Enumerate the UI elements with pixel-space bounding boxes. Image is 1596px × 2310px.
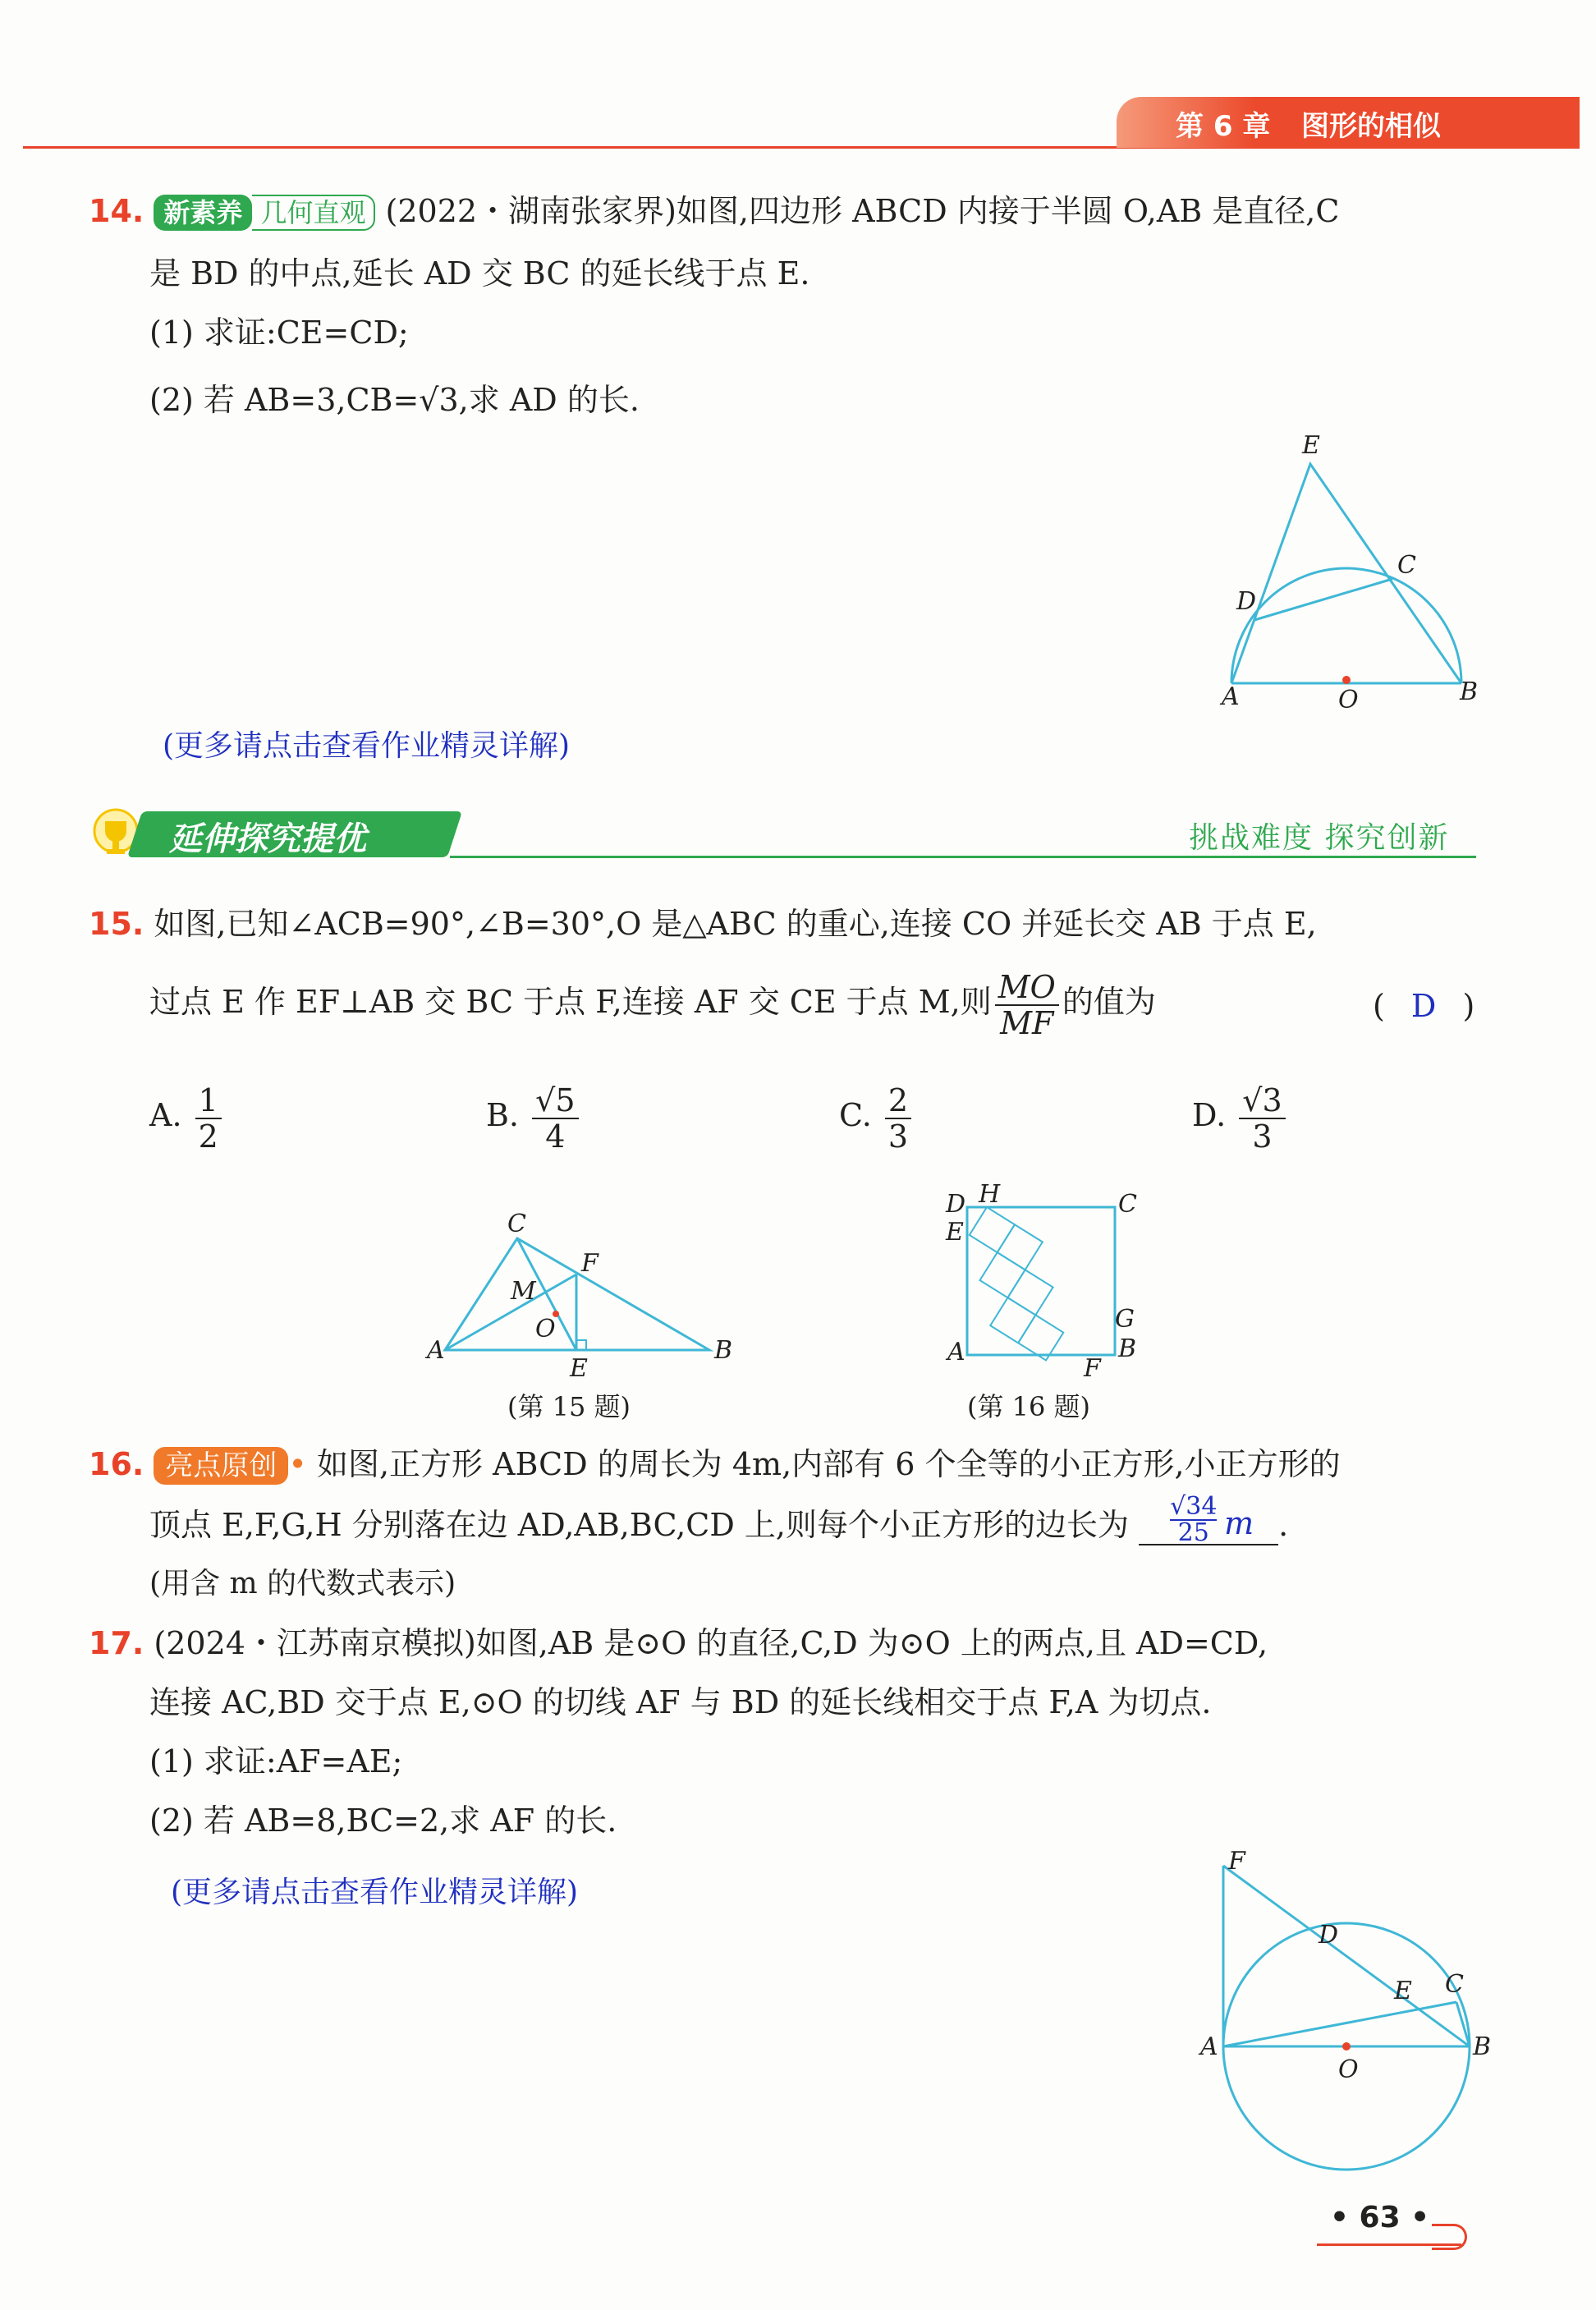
- q14-part2: (2) 若 AB=3,CB=√3,求 AD 的长.: [149, 382, 640, 418]
- q14-stem-1: (2022・湖南张家界)如图,四边形 ABCD 内接于半圆 O,AB 是直径,C: [385, 193, 1340, 229]
- q15-caption: (第 15 题): [507, 1391, 631, 1422]
- q14-center-dot: [1342, 676, 1351, 684]
- chapter-label: 第 6 章: [1176, 110, 1271, 143]
- q16-number: 16.: [89, 1446, 144, 1482]
- q14-label-B: B: [1460, 677, 1479, 706]
- q15-option-d-label: D.: [1192, 1097, 1227, 1133]
- q15-frac-num: MO: [995, 970, 1059, 1006]
- q15-fraction: [995, 970, 1059, 1040]
- q16-line3: (用含 m 的代数式表示): [149, 1567, 456, 1600]
- q14-label-O: O: [1338, 686, 1359, 714]
- q16-label-C: C: [1118, 1190, 1137, 1219]
- q15-stem-1: 如图,已知∠ACB=90°,∠B=30°,O 是△ABC 的重心,连接 CO 并延长交 AB 于点 E,: [154, 906, 1317, 942]
- q15-option-b-label: B.: [486, 1097, 520, 1133]
- q17-figure: [1199, 1848, 1494, 2176]
- q17-label-A: A: [1200, 2032, 1218, 2061]
- q15-answer: D: [1410, 988, 1437, 1024]
- q16-label-B: B: [1118, 1334, 1137, 1363]
- q15-option-c-num: 2: [885, 1083, 911, 1119]
- q17-label-D: D: [1319, 1921, 1339, 1949]
- q17-label-F: F: [1228, 1847, 1245, 1876]
- q16-answer-den: 25: [1177, 1518, 1209, 1547]
- q17-line-fb: [1223, 1866, 1470, 2046]
- q17-label-E: E: [1394, 1977, 1412, 2005]
- q15-line1: [89, 903, 1317, 944]
- section-banner: [89, 803, 1476, 864]
- q15-option-d: [1192, 1076, 1289, 1155]
- q15-label-M: M: [511, 1277, 536, 1306]
- q14-chord-dc: [1254, 579, 1392, 620]
- q15-option-c-label: C.: [839, 1097, 872, 1133]
- q14-stem-2: 是 BD 的中点,延长 AD 交 BC 的延长线于点 E.: [149, 255, 810, 292]
- q15-answer-close: ): [1462, 988, 1475, 1024]
- q15-stem-2a: 过点 E 作 EF⊥AB 交 BC 于点 F,连接 AF 交 CE 于点 M,则: [149, 984, 992, 1020]
- q16-tag: 亮点原创: [154, 1447, 288, 1485]
- q16-line2: 顶点 E,F,G,H 分别落在边 AD,AB,BC,CD 上,则每个小正方形的边长为 $\frac{√34}{25}$ m .: [149, 1492, 1289, 1547]
- q15-label-E: E: [570, 1354, 588, 1383]
- q16-square-abcd: [967, 1207, 1115, 1355]
- q16-label-H: H: [979, 1180, 1001, 1209]
- q16-label-G: G: [1115, 1305, 1135, 1334]
- q17-line-ac: [1223, 2002, 1456, 2046]
- q17-stem-2: 连接 AC,BD 交于点 E,⊙O 的切线 AF 与 BD 的延长线相交于点 F,A 为切点.: [149, 1684, 1212, 1720]
- q15-stem-2b: 的值为: [1062, 984, 1156, 1020]
- q14-more-link[interactable]: (更多请点击查看作业精灵详解): [163, 729, 571, 763]
- section-title: 延伸探究提优: [169, 820, 366, 858]
- q16-label-A: A: [947, 1338, 965, 1366]
- q15-option-a: [149, 1076, 225, 1155]
- q15-option-d-num: √3: [1239, 1083, 1285, 1119]
- q15-option-d-den: 3: [1252, 1118, 1273, 1155]
- q15-number: 15.: [89, 906, 144, 942]
- q15-frac-den: MF: [1000, 1004, 1054, 1041]
- q17-line1: [89, 1623, 1268, 1664]
- q15-option-a-den: 2: [198, 1118, 218, 1155]
- q17-more-link[interactable]: (更多请点击查看作业精灵详解): [171, 1876, 579, 1909]
- q14-number: 14.: [89, 193, 144, 229]
- q15-option-b: [486, 1076, 582, 1155]
- q16-line1: 16. 亮点原创 • 如图,正方形 ABCD 的周长为 4m,内部有 6 个全等的小正方形,小正方形的: [89, 1444, 1341, 1485]
- q14-label-A: A: [1222, 682, 1240, 711]
- q14-line1: [89, 191, 1339, 232]
- q16-stem-1: 如图,正方形 ABCD 的周长为 4m,内部有 6 个全等的小正方形,小正方形的: [316, 1446, 1341, 1482]
- q16-label-F: F: [1084, 1354, 1101, 1383]
- q15-option-c-den: 3: [887, 1118, 909, 1155]
- q17-part2: (2) 若 AB=8,BC=2,求 AF 的长.: [149, 1803, 617, 1839]
- q15-option-a-num: 1: [195, 1083, 222, 1119]
- q17-number: 17.: [89, 1625, 144, 1661]
- q15-line2: [149, 962, 1156, 1041]
- q15-label-B: B: [714, 1336, 733, 1365]
- q16-figure: [936, 1181, 1149, 1386]
- q14-triangle: [1231, 464, 1461, 683]
- q16-label-D: D: [946, 1190, 966, 1219]
- q15-answer-open: (: [1373, 988, 1385, 1024]
- q14-part1: (1) 求证:CE=CD;: [149, 315, 409, 351]
- q14-label-D: D: [1236, 587, 1257, 616]
- q15-option-b-num: √5: [532, 1083, 578, 1119]
- chapter-title: 图形的相似: [1301, 110, 1441, 143]
- q17-center-dot: [1342, 2042, 1351, 2051]
- q17-label-B: B: [1473, 2032, 1492, 2061]
- q14-figure: [1207, 427, 1486, 714]
- q15-option-b-den: 4: [545, 1118, 566, 1155]
- q15-label-C: C: [507, 1210, 526, 1238]
- q17-label-O: O: [1338, 2055, 1359, 2084]
- q16-answer-blank: [1139, 1492, 1278, 1547]
- q17-part1: (1) 求证:AF=AE;: [149, 1743, 403, 1780]
- q15-option-a-label: A.: [149, 1097, 182, 1133]
- q17-label-C: C: [1445, 1970, 1464, 1999]
- page-number: • 63 •: [1330, 2201, 1430, 2234]
- q16-stem-2: 顶点 E,F,G,H 分别落在边 AD,AB,BC,CD 上,则每个小正方形的边长为: [149, 1507, 1130, 1543]
- q14-tag-new-literacy: 新素养: [154, 195, 252, 231]
- q14-label-E: E: [1302, 431, 1320, 460]
- q15-answer-bracket: [1373, 985, 1474, 1026]
- q15-option-c: [839, 1076, 915, 1155]
- q15-right-angle: [576, 1340, 586, 1350]
- section-subtitle: 挑战难度 探究创新: [1189, 821, 1450, 855]
- q16-answer-var: m: [1224, 1505, 1254, 1541]
- q15-label-A: A: [427, 1336, 445, 1365]
- q15-label-F: F: [581, 1249, 598, 1278]
- page-curl-icon: [1432, 2224, 1467, 2250]
- q16-label-E: E: [946, 1218, 964, 1247]
- q14-label-C: C: [1397, 551, 1416, 580]
- q14-tag-geometry: 几何直观: [252, 195, 375, 231]
- q15-label-O: O: [535, 1315, 556, 1343]
- q16-caption: (第 16 题): [967, 1391, 1091, 1422]
- q15-figure: [419, 1207, 747, 1388]
- q16-answer-num: √34: [1170, 1492, 1218, 1521]
- q17-stem-1: (2024・江苏南京模拟)如图,AB 是⊙O 的直径,C,D 为⊙O 上的两点,且 AD=CD,: [154, 1625, 1268, 1661]
